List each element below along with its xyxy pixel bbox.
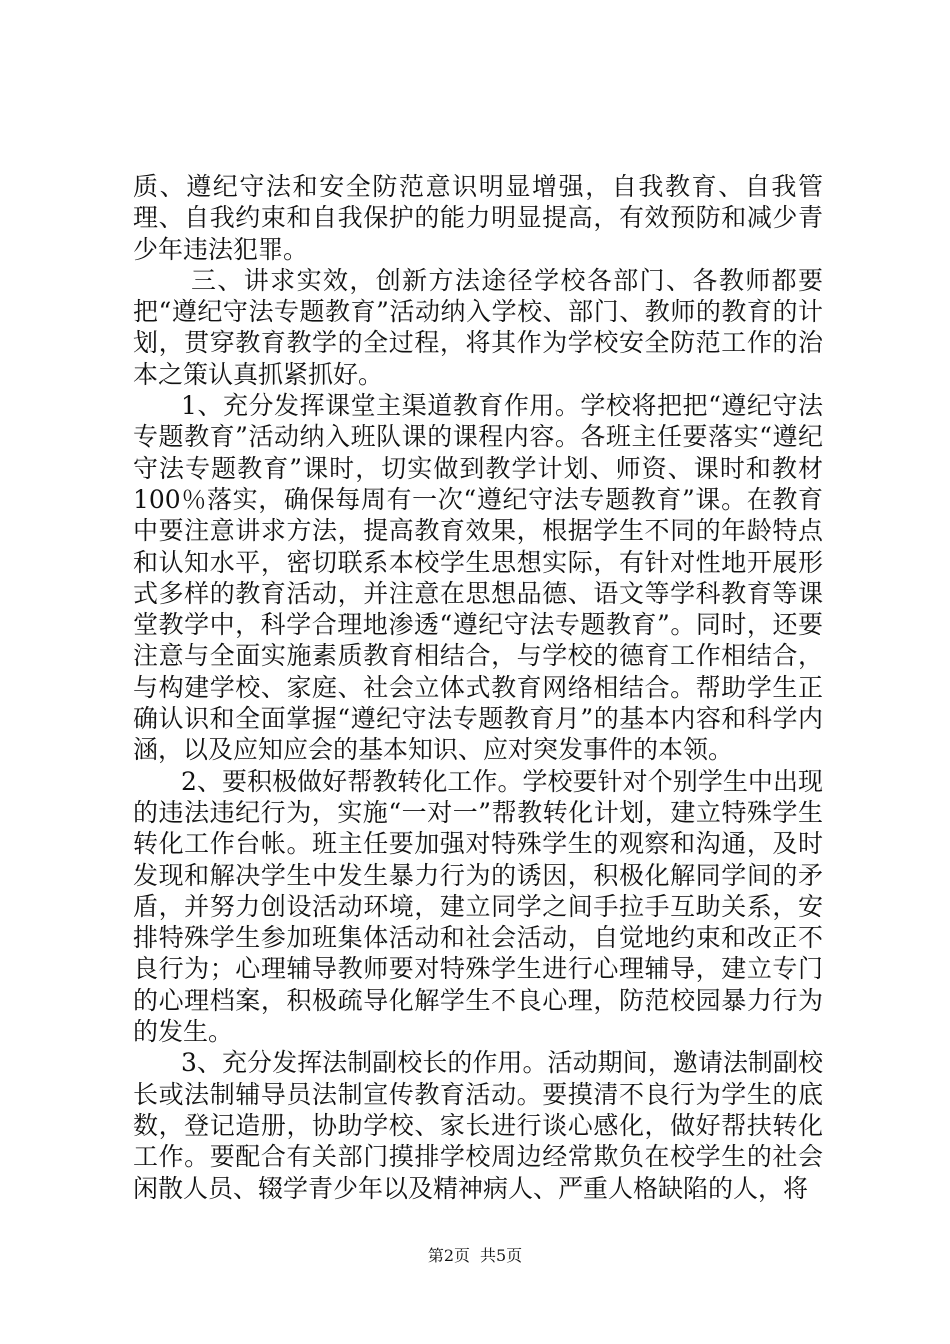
paragraph-item-one: 1、充分发挥课堂主渠道教育作用。学校将把把“遵纪守法专题教育”活动纳入班队课的课程内容。各班主任要落实“遵纪守法专题教育”课时，切实做到教学计划、师资、课时和教材100％落实，确保每周有一次“遵纪守法专题教育”课。在教育中要注意讲求方法，提高教育效果，根据学生不同的年龄特点和认知水平，密切联系本校学生思想实际，有针对性地开展形式多样的教育活动，并注意在思想品德、语文等学科教育等课堂教学中，科学合理地渗透“遵纪守法专题教育”。同时，还要注意与全面实施素质教育相结合，与学校的德育工作相结合，与构建学校、家庭、社会立体式教育网络相结合。帮助学生正确认识和全面掌握“遵纪守法专题教育月”的基本内容和科学内涵，以及应知应会的基本知识、应对突发事件的本领。 bbox=[133, 391, 823, 765]
document-body bbox=[133, 171, 823, 1204]
page-number-total: 共5页 bbox=[480, 1246, 523, 1265]
page-number-current: 第2页 bbox=[427, 1246, 470, 1265]
paragraph-section-three: 三、讲求实效，创新方法途径学校各部门、各教师都要把“遵纪守法专题教育”活动纳入学校、部门、教师的教育的计划，贯穿教育教学的全过程，将其作为学校安全防范工作的治本之策认真抓紧抓好。 bbox=[133, 265, 823, 389]
paragraph-item-three: 3、充分发挥法制副校长的作用。活动期间，邀请法制副校长或法制辅导员法制宣传教育活动。要摸清不良行为学生的底数，登记造册，协助学校、家长进行谈心感化，做好帮扶转化工作。要配合有关部门摸排学校周边经常欺负在校学生的社会闲散人员、辍学青少年以及精神病人、严重人格缺陷的人，将 bbox=[133, 1048, 823, 1203]
paragraph-item-two: 2、要积极做好帮教转化工作。学校要针对个别学生中出现的违法违纪行为，实施“一对一”帮教转化计划，建立特殊学生转化工作台帐。班主任要加强对特殊学生的观察和沟通，及时发现和解决学生中发生暴力行为的诱因，积极化解同学间的矛盾，并努力创设活动环境，建立同学之间手拉手互助关系，安排特殊学生参加班集体活动和社会活动，自觉地约束和改正不良行为；心理辅导教师要对特殊学生进行心理辅导，建立专门的心理档案，积极疏导化解学生不良心理，防范校园暴力行为的发生。 bbox=[133, 766, 823, 1047]
page-footer bbox=[0, 1246, 950, 1266]
paragraph-continued: 质、遵纪守法和安全防范意识明显增强，自我教育、自我管理、自我约束和自我保护的能力明显提高，有效预防和减少青少年违法犯罪。 bbox=[133, 172, 823, 264]
